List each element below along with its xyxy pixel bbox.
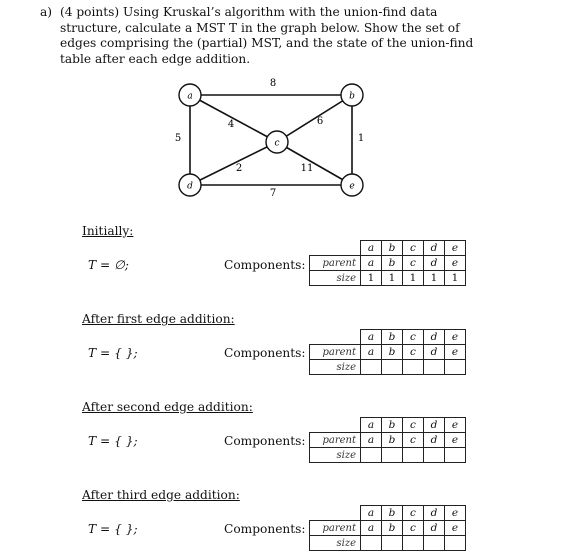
parent-row-label: parent <box>310 345 361 360</box>
edge-weight-c-e: 11 <box>300 163 314 174</box>
size-row-label: size <box>310 271 361 286</box>
components-label-second: Components: <box>224 434 306 448</box>
size-cell <box>382 536 403 551</box>
edge-weight-d-c: 2 <box>235 163 243 174</box>
question <box>40 5 480 67</box>
section-heading-third: After third edge addition: <box>82 488 240 502</box>
parent-cell: d <box>424 521 445 536</box>
header-cell: d <box>424 330 445 345</box>
size-row <box>310 448 466 463</box>
size-cell <box>445 448 466 463</box>
section-heading-initial: Initially: <box>82 224 134 238</box>
size-cell: 1 <box>361 271 382 286</box>
header-row <box>310 506 466 521</box>
t-set-initial: T = ∅; <box>88 258 129 272</box>
header-row <box>310 241 466 256</box>
size-cell <box>382 448 403 463</box>
node-label-d: d <box>187 181 193 192</box>
header-cell: e <box>445 330 466 345</box>
header-cell: c <box>403 330 424 345</box>
edge-weight-d-e: 7 <box>269 188 277 199</box>
union-find-table-initial <box>309 240 466 286</box>
parent-cell: d <box>424 345 445 360</box>
parent-cell: a <box>361 256 382 271</box>
size-cell <box>382 360 403 375</box>
header-cell: a <box>361 330 382 345</box>
parent-cell: e <box>445 345 466 360</box>
node-label-b: b <box>349 91 355 102</box>
parent-row-label: parent <box>310 256 361 271</box>
size-cell <box>424 360 445 375</box>
section-heading-first: After first edge addition: <box>82 312 235 326</box>
size-cell <box>424 536 445 551</box>
edge-weight-a-c: 4 <box>227 119 235 130</box>
size-cell <box>424 448 445 463</box>
size-cell <box>403 448 424 463</box>
header-cell: c <box>403 241 424 256</box>
edge-c-e <box>277 142 352 185</box>
table-corner <box>310 418 361 433</box>
union-find-table-first <box>309 329 466 375</box>
edge-weight-b-c: 6 <box>316 116 324 127</box>
size-row-label: size <box>310 536 361 551</box>
node-label-e: e <box>349 181 355 192</box>
size-cell <box>361 448 382 463</box>
edge-weight-a-d: 5 <box>174 133 182 144</box>
header-cell: b <box>382 241 403 256</box>
size-cell <box>361 360 382 375</box>
edge-d-c <box>190 142 277 185</box>
header-row <box>310 330 466 345</box>
node-label-a: a <box>187 91 193 102</box>
question-label: a) <box>40 5 53 19</box>
size-row <box>310 360 466 375</box>
parent-cell: a <box>361 433 382 448</box>
parent-cell: d <box>424 433 445 448</box>
size-row-label: size <box>310 448 361 463</box>
header-cell: b <box>382 330 403 345</box>
parent-cell: a <box>361 345 382 360</box>
parent-cell: c <box>403 256 424 271</box>
parent-row <box>310 345 466 360</box>
header-cell: e <box>445 418 466 433</box>
union-find-table-third <box>309 505 466 551</box>
header-row <box>310 418 466 433</box>
edge-b-c <box>277 95 352 142</box>
size-cell: 1 <box>424 271 445 286</box>
table-corner <box>310 506 361 521</box>
graph-diagram <box>165 75 395 205</box>
parent-row <box>310 256 466 271</box>
size-cell: 1 <box>403 271 424 286</box>
edge-weight-b-e: 1 <box>357 133 365 144</box>
header-cell: c <box>403 418 424 433</box>
header-cell: a <box>361 418 382 433</box>
t-set-third: T = { }; <box>88 522 138 536</box>
size-row <box>310 271 466 286</box>
size-cell <box>361 536 382 551</box>
size-cell: 1 <box>382 271 403 286</box>
parent-cell: b <box>382 433 403 448</box>
size-cell <box>445 536 466 551</box>
header-cell: d <box>424 418 445 433</box>
header-cell: b <box>382 418 403 433</box>
edge-weight-a-b: 8 <box>269 78 277 89</box>
parent-cell: e <box>445 521 466 536</box>
header-cell: e <box>445 241 466 256</box>
size-cell: 1 <box>445 271 466 286</box>
section-heading-second: After second edge addition: <box>82 400 253 414</box>
table-corner <box>310 330 361 345</box>
question-text: (4 points) Using Kruskal’s algorithm with the union-find data structure, calculate a MST T in the graph below. Show the set of edges comprising the (partial) MST, and the state of the union-find table after each edge addition. <box>60 5 474 66</box>
union-find-table-second <box>309 417 466 463</box>
header-cell: d <box>424 241 445 256</box>
size-row-label: size <box>310 360 361 375</box>
size-cell <box>403 536 424 551</box>
size-row <box>310 536 466 551</box>
t-set-second: T = { }; <box>88 434 138 448</box>
parent-cell: a <box>361 521 382 536</box>
table-corner <box>310 241 361 256</box>
header-cell: a <box>361 506 382 521</box>
parent-cell: b <box>382 345 403 360</box>
header-cell: a <box>361 241 382 256</box>
parent-cell: c <box>403 345 424 360</box>
parent-cell: c <box>403 521 424 536</box>
parent-cell: e <box>445 256 466 271</box>
size-cell <box>403 360 424 375</box>
components-label-first: Components: <box>224 346 306 360</box>
parent-row-label: parent <box>310 521 361 536</box>
header-cell: c <box>403 506 424 521</box>
header-cell: e <box>445 506 466 521</box>
header-cell: d <box>424 506 445 521</box>
header-cell: b <box>382 506 403 521</box>
node-label-c: c <box>274 138 280 149</box>
parent-row <box>310 521 466 536</box>
parent-cell: c <box>403 433 424 448</box>
parent-cell: b <box>382 521 403 536</box>
components-label-third: Components: <box>224 522 306 536</box>
parent-cell: e <box>445 433 466 448</box>
t-set-first: T = { }; <box>88 346 138 360</box>
parent-row <box>310 433 466 448</box>
parent-cell: d <box>424 256 445 271</box>
parent-cell: b <box>382 256 403 271</box>
parent-row-label: parent <box>310 433 361 448</box>
size-cell <box>445 360 466 375</box>
components-label-initial: Components: <box>224 258 306 272</box>
